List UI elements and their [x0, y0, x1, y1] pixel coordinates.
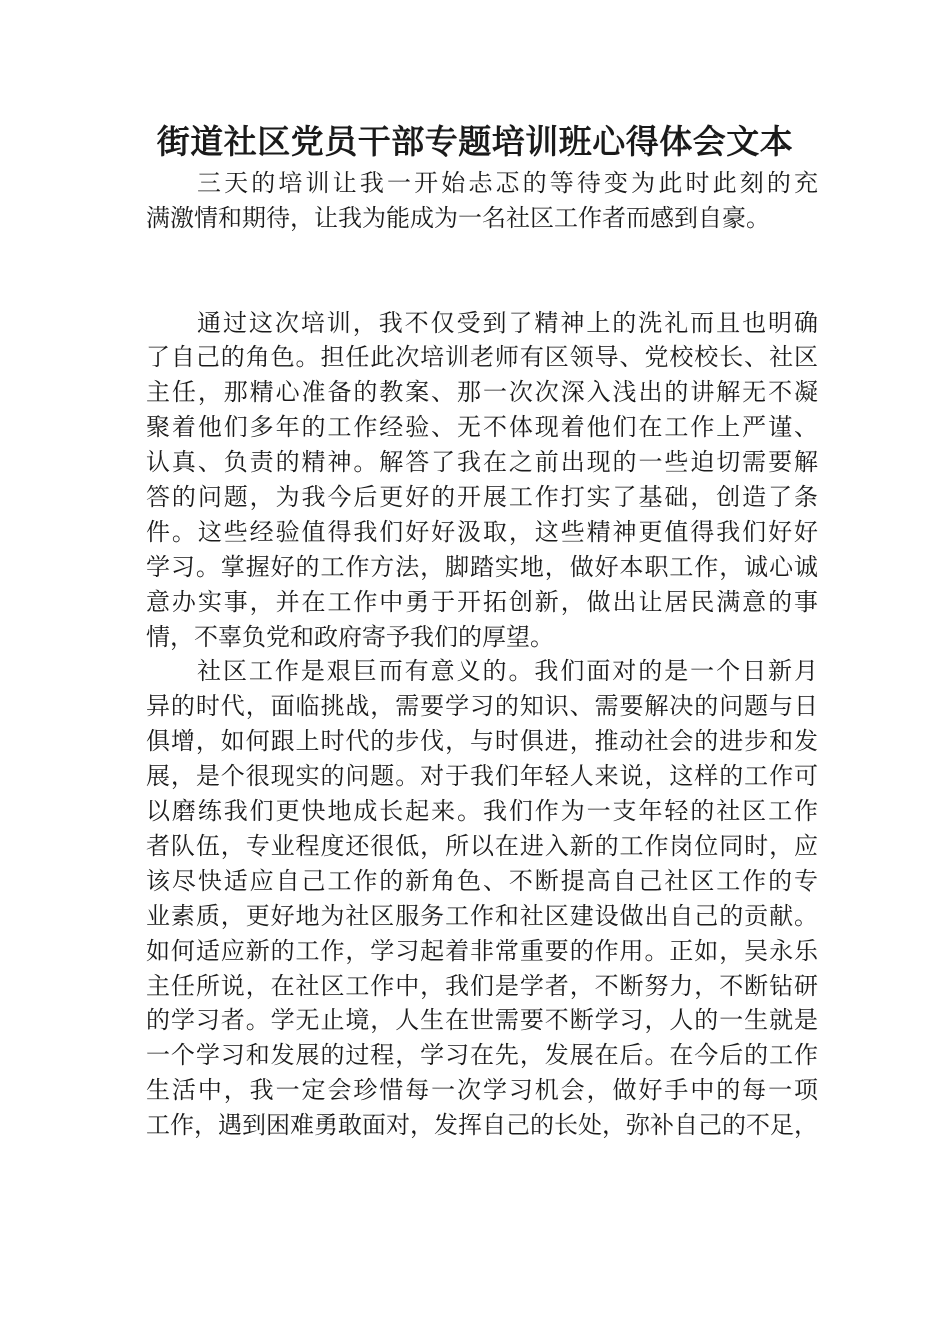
- text-line: 件。这些经验值得我们好好汲取，这些精神更值得我们好好: [146, 517, 818, 546]
- text-line: 社区工作是艰巨而有意义的。我们面对的是一个日新月: [197, 657, 818, 686]
- text-line: 异的时代，面临挑战，需要学习的知识、需要解决的问题与日: [146, 692, 818, 721]
- text-line: 的学习者。学无止境，人生在世需要不断学习，人的一生就是: [146, 1006, 818, 1035]
- paragraph: [146, 654, 818, 1142]
- text-line: 展，是个很现实的问题。对于我们年轻人来说，这样的工作可: [146, 762, 818, 791]
- text-line: 工作，遇到困难勇敢面对，发挥自己的长处，弥补自己的不足，: [146, 1111, 818, 1140]
- paragraph-spacer: [146, 236, 818, 306]
- text-line: 主任，那精心准备的教案、那一次次深入浅出的讲解无不凝: [146, 378, 818, 407]
- text-line: 俱增，如何跟上时代的步伐，与时俱进，推动社会的进步和发: [146, 727, 818, 756]
- text-line: 情，不辜负党和政府寄予我们的厚望。: [146, 622, 554, 651]
- text-line: 答的问题，为我今后更好的开展工作打实了基础，创造了条: [146, 483, 818, 512]
- paragraph: [146, 306, 818, 655]
- document-body: [146, 166, 818, 1143]
- document-title: 街道社区党员干部专题培训班心得体会文本: [156, 122, 794, 161]
- text-line: 以磨练我们更快地成长起来。我们作为一支年轻的社区工作: [146, 797, 818, 826]
- text-line: 学习。掌握好的工作方法，脚踏实地，做好本职工作，诚心诚: [146, 552, 818, 581]
- text-line: 生活中，我一定会珍惜每一次学习机会，做好手中的每一项: [146, 1076, 818, 1105]
- text-line: 一个学习和发展的过程，学习在先，发展在后。在今后的工作: [146, 1041, 818, 1070]
- paragraph: [146, 166, 818, 236]
- text-line: 如何适应新的工作，学习起着非常重要的作用。正如，吴永乐: [146, 936, 818, 965]
- text-line: 了自己的角色。担任此次培训老师有区领导、党校校长、社区: [146, 343, 818, 372]
- text-line: 聚着他们多年的工作经验、无不体现着他们在工作上严谨、: [146, 413, 818, 442]
- text-line: 认真、负责的精神。解答了我在之前出现的一些迫切需要解: [146, 448, 818, 477]
- text-line: 业素质，更好地为社区服务工作和社区建设做出自己的贡献。: [146, 901, 818, 930]
- text-line: 满激情和期待，让我为能成为一名社区工作者而感到自豪。: [146, 203, 770, 232]
- text-line: 意办实事，并在工作中勇于开拓创新，做出让居民满意的事: [146, 587, 818, 616]
- text-line: 该尽快适应自己工作的新角色、不断提高自己社区工作的专: [146, 866, 818, 895]
- text-line: 主任所说，在社区工作中，我们是学者，不断努力，不断钻研: [146, 971, 818, 1000]
- text-line: 通过这次培训，我不仅受到了精神上的洗礼而且也明确: [197, 308, 818, 337]
- text-line: 者队伍，专业程度还很低，所以在进入新的工作岗位同时，应: [146, 831, 818, 860]
- text-line: 三天的培训让我一开始忐忑的等待变为此时此刻的充: [197, 169, 818, 197]
